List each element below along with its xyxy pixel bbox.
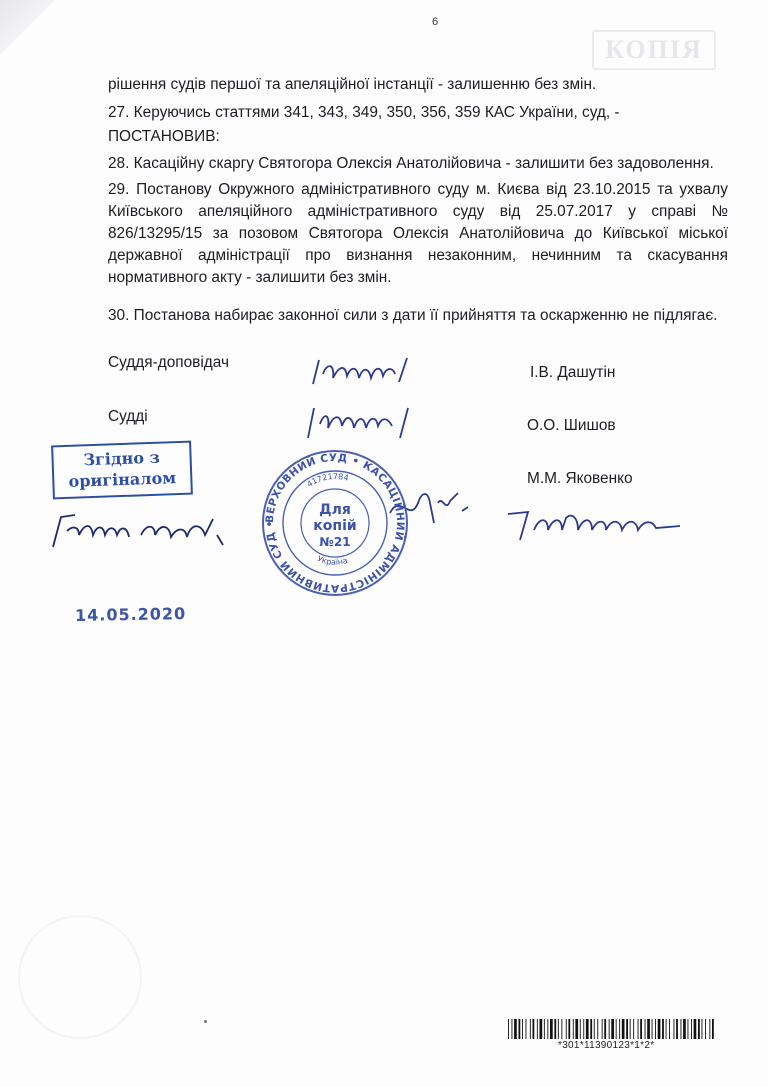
paragraph-27: 27. Керуючись статтями 341, 343, 349, 350, 356, 359 КАС України, суд, - — [108, 104, 620, 121]
barcode-bar — [602, 1019, 603, 1039]
barcode-bar — [688, 1019, 689, 1039]
barcode-bar — [512, 1019, 513, 1039]
barcode-bar — [662, 1019, 664, 1039]
barcode-bar — [550, 1019, 553, 1039]
barcode-bar — [666, 1019, 667, 1039]
barcode-bar — [514, 1019, 517, 1039]
svg-text:Для: Для — [319, 502, 351, 518]
barcode-bar — [537, 1019, 538, 1039]
barcode-bar — [638, 1019, 639, 1039]
barcode-bar — [540, 1019, 543, 1039]
paragraph-30: 30. Постанова набирає законної сили з дати її прийняття та оскарженню не підлягає. — [108, 307, 718, 324]
faded-copy-stamp: КОПІЯ — [592, 30, 716, 70]
barcode-bar — [554, 1019, 556, 1039]
page-corner-fold — [0, 0, 60, 60]
barcode-bar — [619, 1019, 620, 1039]
paragraph-29: 29. Постанову Окружного адміністративного суду м. Києва від 23.10.2015 та ухвалу Київського апеляційного адміністративного суду від 25.07.2017 у справі № 826/13295/15 за позовом Святогора Олексія Анатолійовича до Київської міської державної адміністрації про визнання незаконним, нечинним та скасування нормативного акту - залишити без змін. — [108, 181, 728, 286]
barcode-bar — [709, 1019, 710, 1039]
paragraph-continuation: рішення судів першої та апеляційної інстанції - залишенню без змін. — [108, 76, 597, 93]
page-number: 6 — [432, 16, 439, 28]
barcode-bar — [590, 1019, 592, 1039]
signature-1 — [305, 352, 415, 394]
barcode-bar — [594, 1019, 595, 1039]
barcode-bar — [566, 1019, 567, 1039]
barcode-bar — [558, 1019, 559, 1039]
svg-text:№21: №21 — [319, 535, 351, 549]
barcode-bar — [676, 1019, 678, 1039]
barcode-bar — [712, 1019, 714, 1039]
judges-label: Судді — [108, 408, 148, 425]
svg-text:копій: копій — [313, 518, 357, 534]
barcode-bar — [698, 1019, 700, 1039]
barcode-bar — [681, 1019, 682, 1039]
barcode-bar — [568, 1019, 570, 1039]
certified-copy-stamp: Згідно з оригіналом — [51, 441, 193, 500]
judge-name-2: О.О. Шишов — [527, 417, 616, 434]
svg-text:41721784: 41721784 — [305, 471, 350, 490]
barcode-bar — [647, 1019, 650, 1039]
barcode-bar — [508, 1019, 509, 1039]
barcode-bar — [547, 1019, 548, 1039]
barcode-bar — [544, 1019, 545, 1039]
judge-name-1: І.В. Дашутін — [530, 364, 616, 381]
barcode-bar — [626, 1019, 628, 1039]
barcode-bar — [683, 1019, 686, 1039]
barcode-bar — [597, 1019, 598, 1039]
barcode-bar — [674, 1019, 675, 1039]
barcode-bar — [583, 1019, 584, 1039]
certification-date-stamp: 14.05.2020 — [74, 604, 187, 625]
barcode-bar — [669, 1019, 670, 1039]
svg-text:Україна: Україна — [316, 554, 349, 567]
judge-name-3: М.М. Яковенко — [527, 470, 633, 487]
signature-certifier — [45, 505, 230, 555]
barcode-bar — [526, 1019, 527, 1039]
reporting-judge-label: Суддя-доповідач — [108, 354, 229, 371]
svg-text:ВЕРХОВНИЙ СУД • КАСАЦІЙНИЙ АДМ: ВЕРХОВНИЙ СУД • КАСАЦІЙНИЙ АДМІНІСТРАТИВНИЙ СУД • — [263, 451, 407, 595]
barcode-bar — [533, 1019, 535, 1039]
barcode-bar — [573, 1019, 574, 1039]
barcode-bar — [694, 1019, 697, 1039]
barcode-bar — [611, 1019, 614, 1039]
barcode-bar — [705, 1019, 706, 1039]
document-barcode — [508, 1019, 718, 1039]
barcode-number: *301*11390123*1*2* — [558, 1040, 655, 1051]
barcode-bar — [691, 1019, 692, 1039]
barcode-bar — [652, 1019, 653, 1039]
barcode-bar — [633, 1019, 634, 1039]
barcode-bar — [604, 1019, 606, 1039]
barcode-bar — [586, 1019, 589, 1039]
barcode-bar — [616, 1019, 617, 1039]
barcode-bar — [640, 1019, 642, 1039]
barcode-bar — [702, 1019, 703, 1039]
barcode-bar — [630, 1019, 631, 1039]
barcode-bar — [658, 1019, 661, 1039]
paragraph-28: 28. Касаційну скаргу Святогора Олексія Анатолійовича - залишити без задоволення. — [108, 155, 714, 172]
signature-4 — [500, 500, 690, 545]
barcode-bar — [561, 1019, 562, 1039]
barcode-bar — [609, 1019, 610, 1039]
barcode-bar — [655, 1019, 656, 1039]
barcode-bar — [575, 1019, 578, 1039]
ink-dot — [204, 1020, 207, 1023]
barcode-bar — [645, 1019, 646, 1039]
faded-bleed-circle — [18, 915, 142, 1039]
barcode-bar — [622, 1019, 625, 1039]
barcode-bar — [580, 1019, 581, 1039]
barcode-bar — [522, 1019, 523, 1039]
signature-2 — [300, 400, 420, 444]
barcode-bar — [519, 1019, 521, 1039]
barcode-bar — [530, 1019, 531, 1039]
decision-heading: ПОСТАНОВИВ: — [108, 128, 220, 145]
court-seal — [260, 448, 410, 598]
